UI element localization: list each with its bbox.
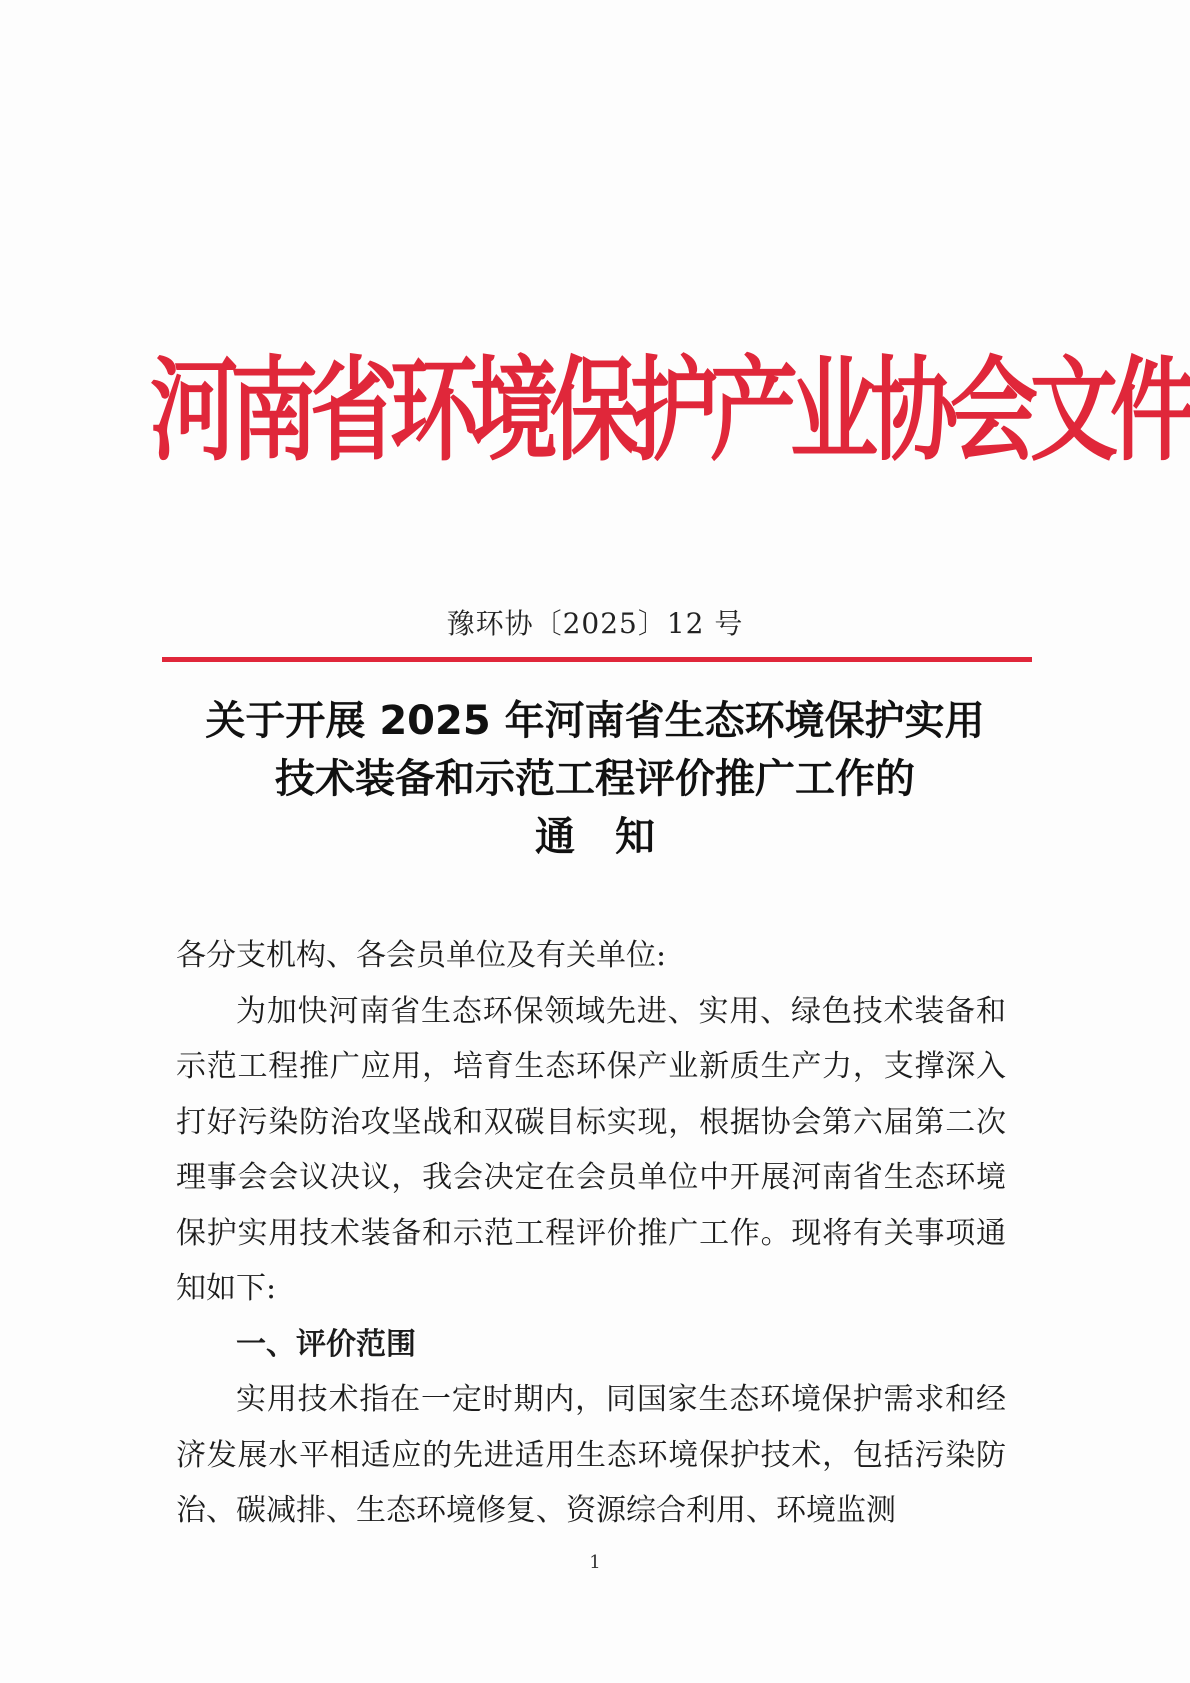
org-header-title: 河南省环境保护产业协会文件: [150, 343, 1190, 477]
red-divider-line: [162, 657, 1032, 662]
body-paragraph-1: 为加快河南省生态环保领域先进、实用、绿色技术装备和示范工程推广应用，培育生态环保产业新质生产力，支撑深入打好污染防治攻坚战和双碳目标实现，根据协会第六届第二次理事会会议决议，我会决定在会员单位中开展河南省生态环境保护实用技术装备和示范工程评价推广工作。现将有关事项通知如下:: [176, 993, 1006, 1306]
body-paragraph-2: 实用技术指在一定时期内，同国家生态环境保护需求和经济发展水平相适应的先进适用生态环境保护技术，包括污染防治、碳减排、生态环境修复、资源综合利用、环境监测: [176, 1382, 1006, 1528]
section-heading-1: 一、评价范围: [236, 1326, 416, 1362]
page-number: 1: [589, 1552, 601, 1573]
salutation: 各分支机构、各会员单位及有关单位:: [176, 938, 667, 973]
document-number: 豫环协〔2025〕12 号: [446, 607, 744, 640]
notice-title-line-2: 技术装备和示范工程评价推广工作的: [275, 756, 915, 802]
notice-title: [150, 692, 1040, 866]
notice-title-line-3: 通知: [535, 814, 695, 860]
document-body: [176, 928, 1006, 1539]
notice-title-line-1: 关于开展 2025 年河南省生态环境保护实用: [205, 698, 985, 744]
